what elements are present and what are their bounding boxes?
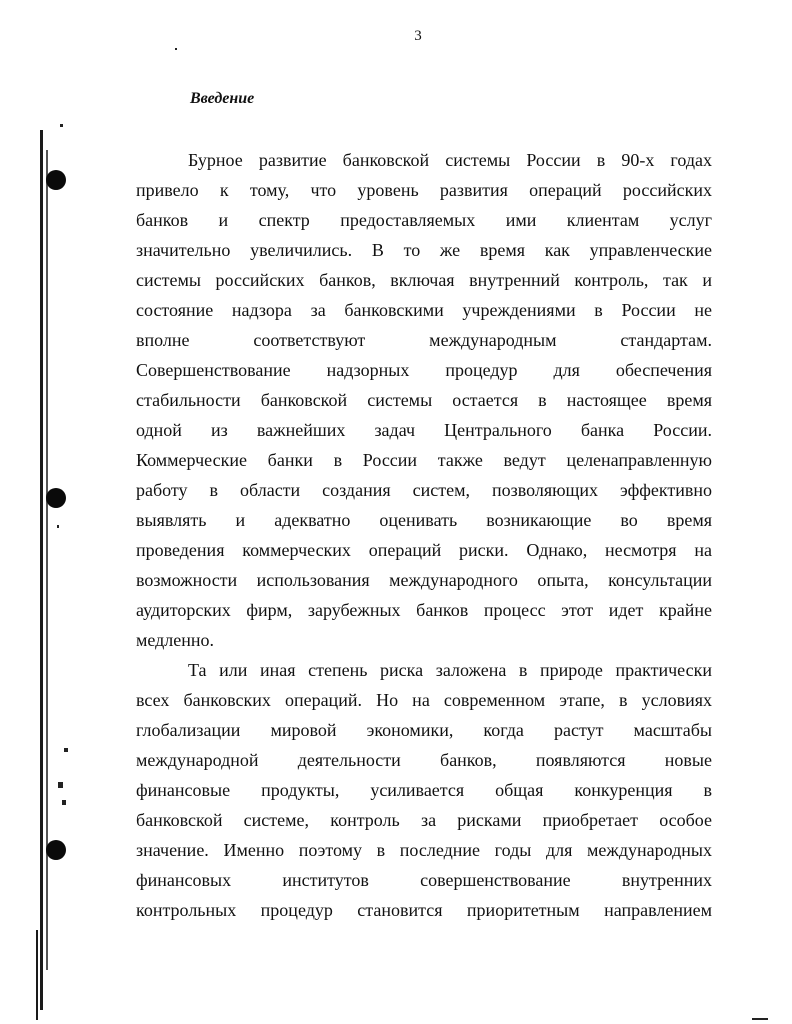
text-line: значение. Именно поэтому в последние годы для международных xyxy=(136,840,712,860)
text-line: Та или иная степень риска заложена в природе практически xyxy=(188,660,712,680)
paragraph-2 xyxy=(136,655,712,925)
text-line: банковской системе, контроль за рисками приобретает особое xyxy=(136,810,712,830)
text-line: проведения коммерческих операций риски. Однако, несмотря на xyxy=(136,540,712,560)
text-line: привело к тому, что уровень развития операций российских xyxy=(136,180,712,200)
text-line: глобализации мировой экономики, когда растут масштабы xyxy=(136,720,712,740)
scan-edge-line xyxy=(36,930,38,1020)
text-line: международной деятельности банков, появляются новые xyxy=(136,750,712,770)
text-line: работу в области создания систем, позволяющих эффективно xyxy=(136,480,712,500)
text-line: стабильности банковской системы остается в настоящее время xyxy=(136,390,712,410)
text-line: Бурное развитие банковской системы России в 90-х годах xyxy=(188,150,712,170)
text-line: контрольных процедур становится приоритетным направлением xyxy=(136,900,712,920)
text-line: медленно. xyxy=(136,630,215,650)
text-line: финансовые продукты, усиливается общая конкуренция в xyxy=(136,780,712,800)
text-line: всех банковских операций. Но на современном этапе, в условиях xyxy=(136,690,712,710)
scan-speck xyxy=(57,525,59,528)
text-line: состояние надзора за банковскими учреждениями в России не xyxy=(136,300,712,320)
text-line: Коммерческие банки в России также ведут целенаправленную xyxy=(136,450,712,470)
scan-speck xyxy=(175,48,177,50)
text-line: системы российских банков, включая внутренний контроль, так и xyxy=(136,270,712,290)
page-number: 3 xyxy=(414,28,422,44)
scan-mark xyxy=(752,1018,768,1020)
text-line: вполне соответствуют международным стандартам. xyxy=(136,330,712,350)
text-line: аудиторских фирм, зарубежных банков процесс этот идет крайне xyxy=(136,600,712,620)
paragraph-1 xyxy=(136,145,712,655)
punch-hole xyxy=(46,488,66,508)
text-line: одной из важнейших задач Центрального банка России. xyxy=(136,420,712,440)
body-text xyxy=(136,145,712,925)
scan-speck xyxy=(58,782,63,788)
punch-hole xyxy=(46,840,66,860)
text-line: финансовых институтов совершенствование внутренних xyxy=(136,870,712,890)
text-line: возможности использования международного опыта, консультации xyxy=(136,570,712,590)
text-line: выявлять и адекватно оценивать возникающие во время xyxy=(136,510,712,530)
scan-speck xyxy=(60,124,63,127)
scan-speck xyxy=(62,800,66,805)
punch-hole xyxy=(46,170,66,190)
text-line: значительно увеличились. В то же время как управленческие xyxy=(136,240,712,260)
scan-edge-line xyxy=(40,130,43,1010)
text-line: Совершенствование надзорных процедур для обеспечения xyxy=(136,360,712,380)
section-heading: Введение xyxy=(190,90,255,107)
text-line: банков и спектр предоставляемых ими клиентам услуг xyxy=(136,210,712,230)
scan-speck xyxy=(64,748,68,752)
